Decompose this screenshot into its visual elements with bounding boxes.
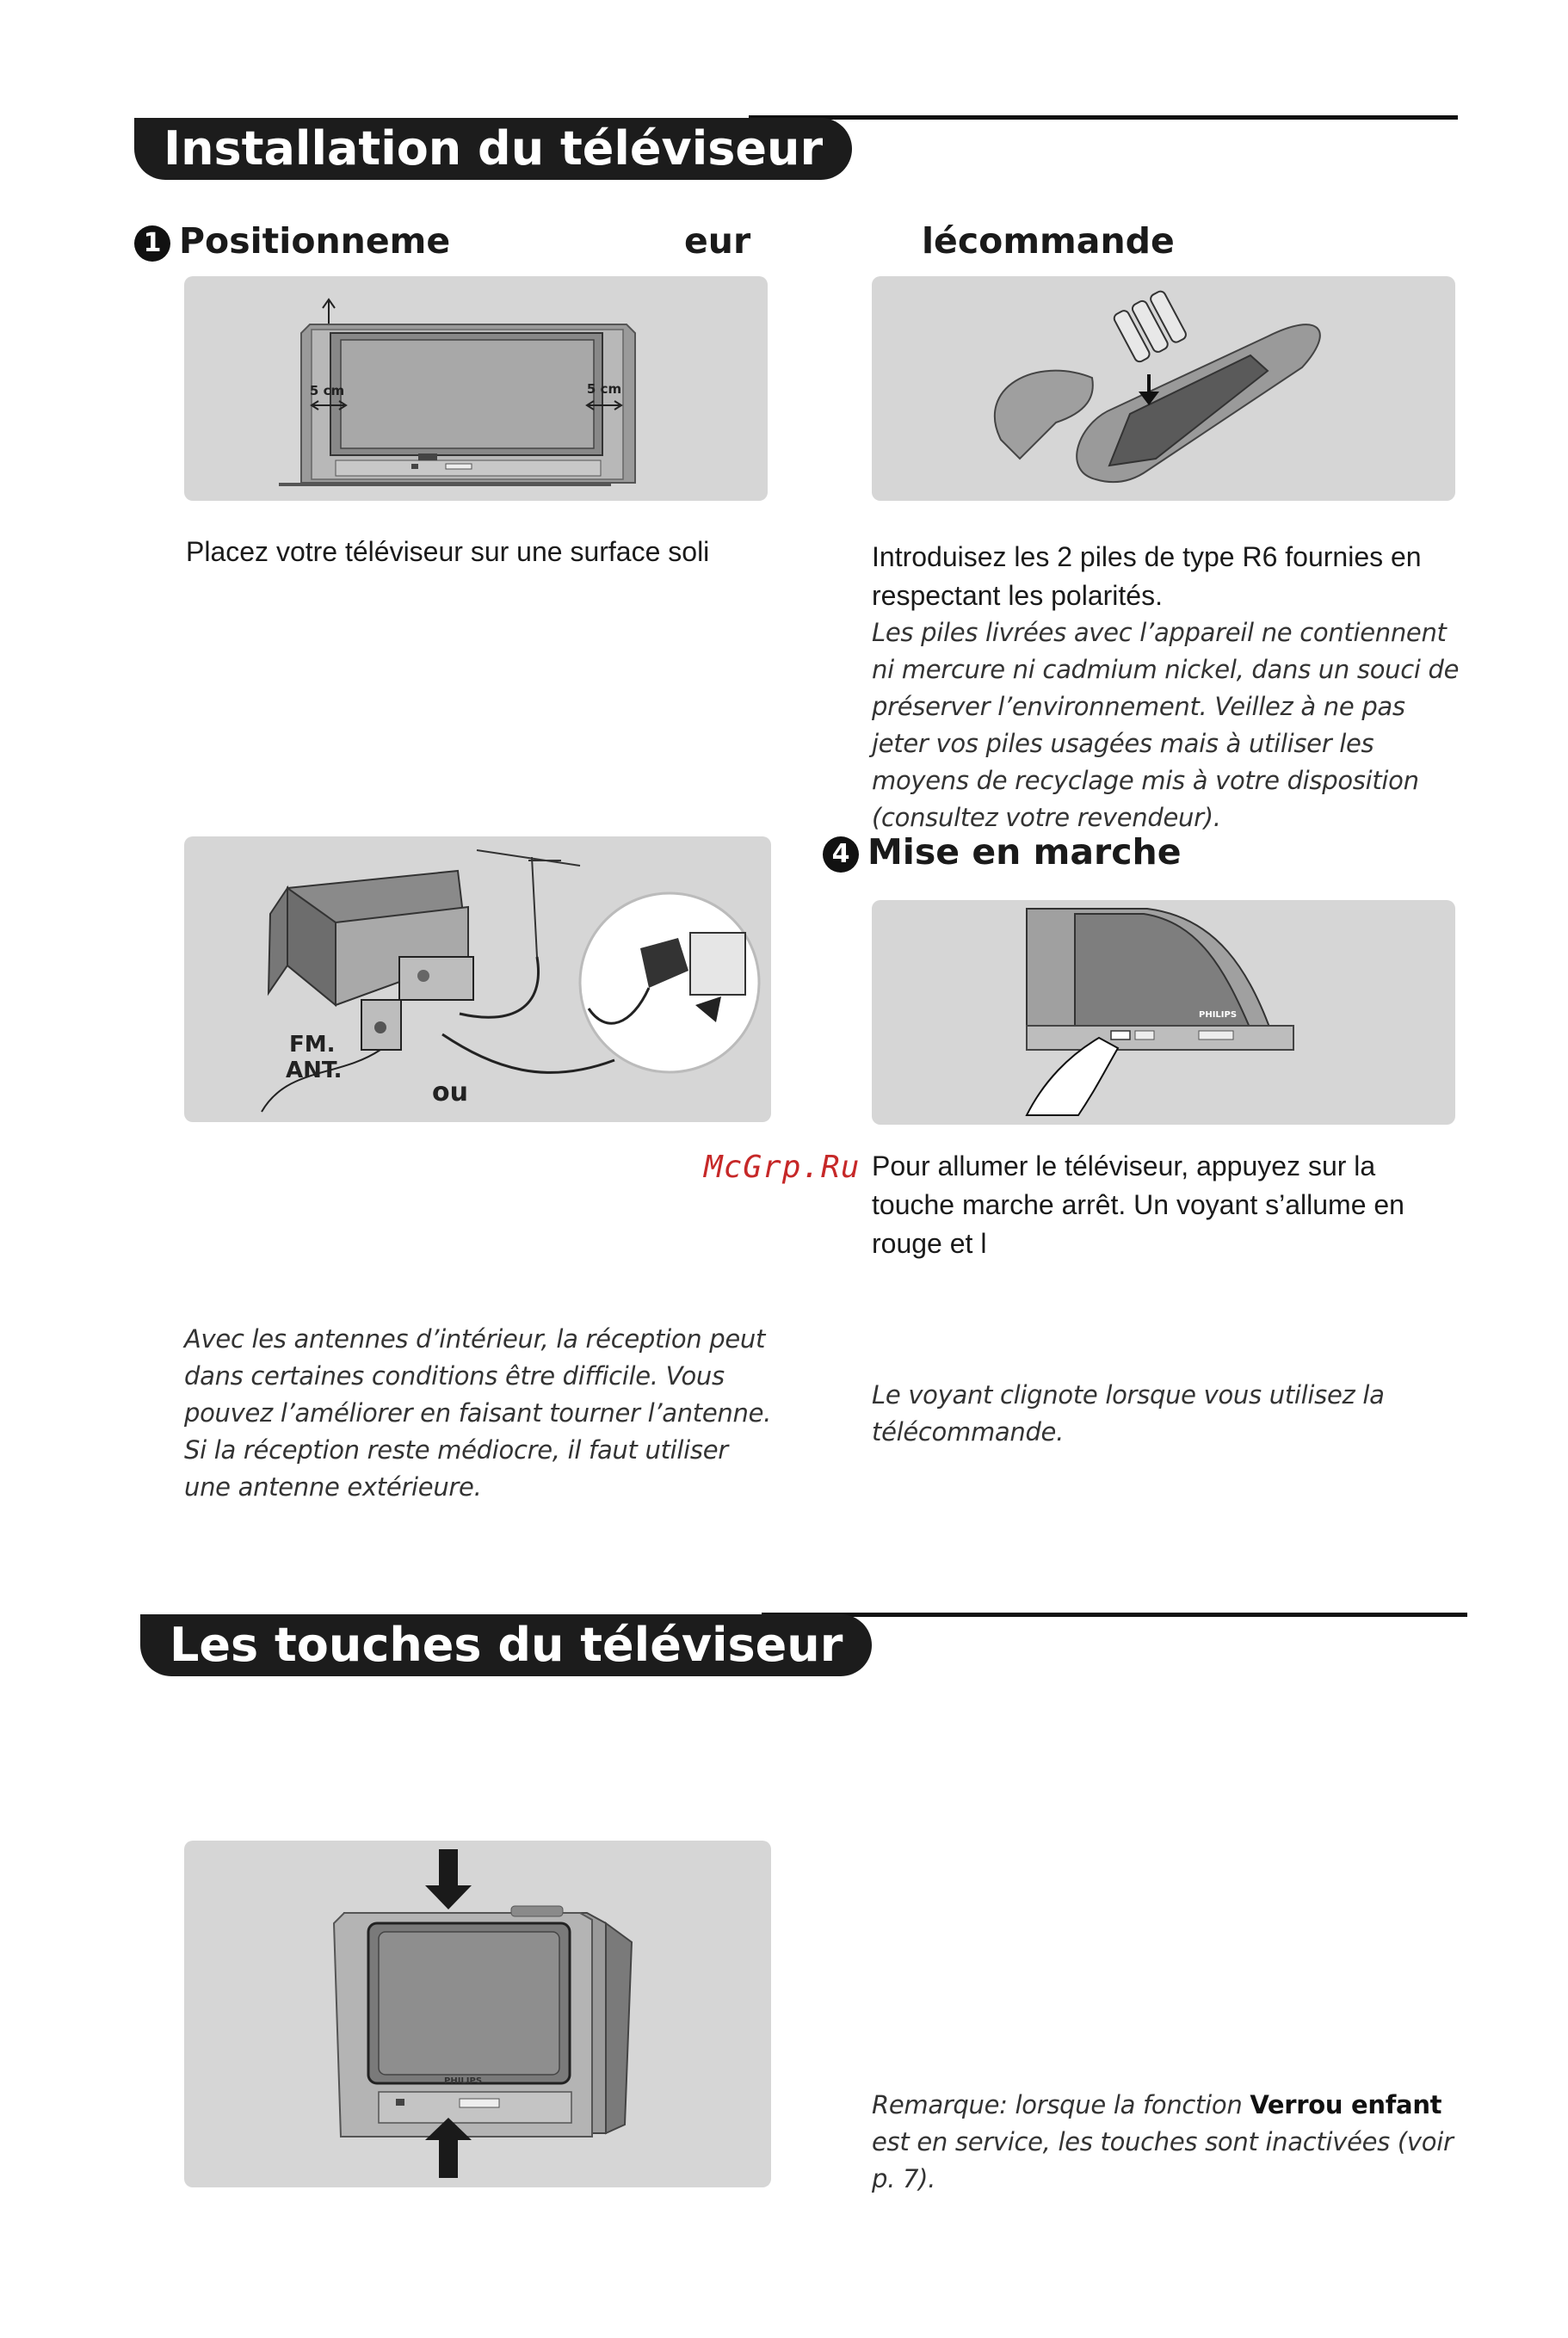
step4-heading-text: Mise en marche: [867, 831, 1182, 873]
section-rule: [749, 115, 1458, 120]
step-number-1: 1: [134, 225, 170, 262]
tv-buttons-brand: PHILIPS: [444, 2076, 483, 2086]
step2-text: Introduisez les 2 piles de type R6 fournies en respectant les polarités.: [872, 541, 1422, 611]
fm-label-line1: FM.: [289, 1032, 336, 1058]
step2-heading: lécommande: [922, 220, 1175, 262]
fm-label-line2: ANT.: [286, 1058, 343, 1083]
step4-note: Le voyant clignote lorsque vous utilisez la télécommande.: [872, 1380, 1385, 1447]
remote-battery-illustration: [872, 276, 1455, 501]
child-lock-note-before: Remarque: lorsque la fonction: [872, 2090, 1250, 2119]
antenna-connection-illustration: [184, 836, 771, 1122]
clearance-right-label: 5 cm: [586, 381, 622, 397]
step1-heading-a: [134, 219, 450, 262]
tv-buttons-illustration: [184, 1841, 771, 2187]
step3-note: Avec les antennes d’intérieur, la réception peut dans certaines conditions être difficile. Vous pouvez l’améliorer en faisant tourner l’antenne. Si la réception reste médiocre, il faut utiliser une antenne extérieure.: [184, 1324, 772, 1502]
child-lock-note-bold: Verrou enfant: [1250, 2090, 1442, 2119]
or-label: ou: [432, 1077, 468, 1107]
step4-text: Pour allumer le téléviseur, appuyez sur la touche marche arrêt. Un voyant s’allume en rouge et l: [872, 1150, 1404, 1259]
step1-heading-text: Positionneme: [179, 220, 451, 262]
section2-rule: [762, 1613, 1467, 1617]
clearance-left-label: 5 cm: [309, 383, 345, 398]
step1-text: Placez votre téléviseur sur une surface soli: [186, 536, 710, 567]
step4-heading: [823, 830, 1182, 873]
section2-title: Les touches du téléviseur: [140, 1614, 872, 1676]
section-title: Installation du téléviseur: [134, 118, 852, 180]
step-number-4: 4: [823, 836, 859, 873]
child-lock-note-after: est en service, les touches sont inactivées (voir p. 7).: [872, 2127, 1454, 2193]
power-on-illustration: [872, 900, 1455, 1125]
tv-position-illustration: [184, 276, 768, 501]
step2-note: Les piles livrées avec l’appareil ne contiennent ni mercure ni cadmium nickel, dans un souci de préserver l’environnement. Veillez à ne pas jeter vos piles usagées mais à utiliser les moyens de recyclage mis à votre disposition (consultez votre revendeur).: [872, 618, 1460, 832]
watermark: McGrp.Ru: [704, 1150, 861, 1185]
step1-heading-b: eur: [684, 220, 751, 262]
child-lock-note: [872, 2087, 1466, 2198]
tv-brand-label: PHILIPS: [1199, 1010, 1238, 1020]
